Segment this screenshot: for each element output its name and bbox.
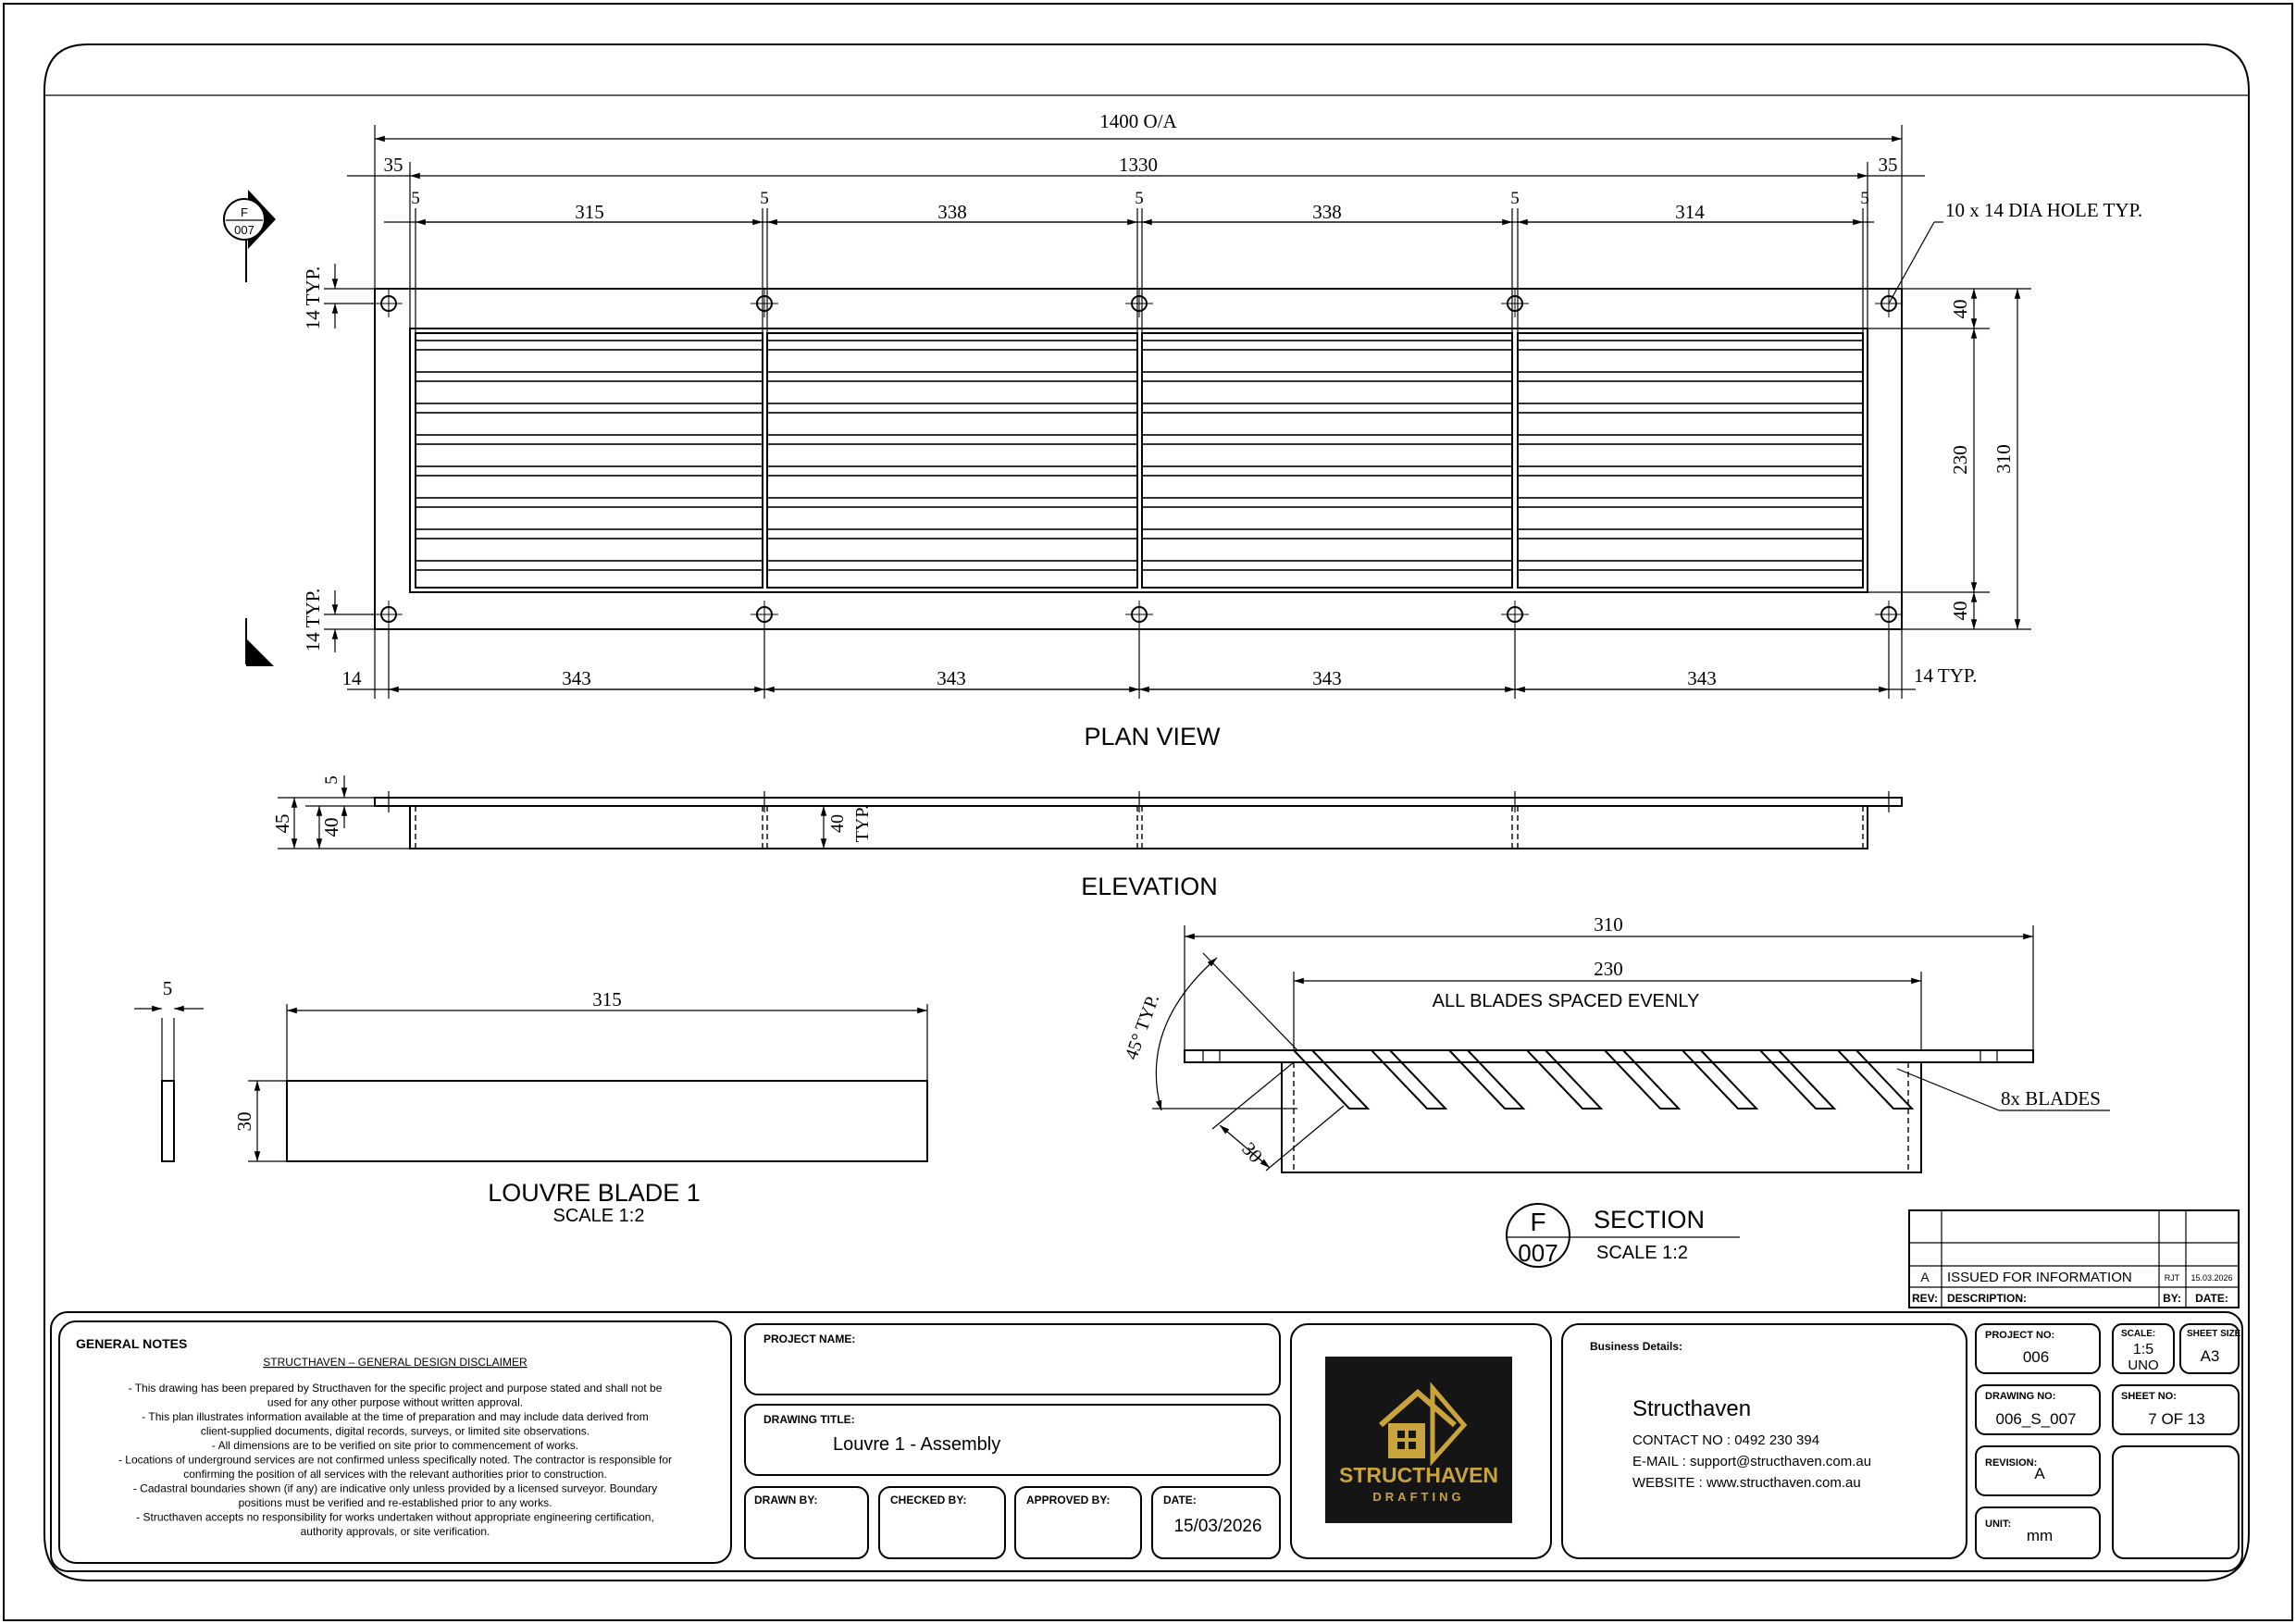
- scale-label: SCALE:: [2121, 1329, 2156, 1339]
- notes-heading: GENERAL NOTES: [76, 1336, 188, 1351]
- section-dim-total: 310: [1594, 913, 1623, 936]
- dim-edge-left: 35: [383, 154, 403, 176]
- louvre-slat: [1142, 498, 1512, 507]
- cut-marker-sheet: 007: [234, 223, 254, 237]
- louvre-slat: [1518, 561, 1863, 570]
- louvre-slat: [1518, 341, 1863, 350]
- section-blade: [1682, 1050, 1756, 1109]
- louvre-slat: [767, 341, 1137, 350]
- revision-value: A: [2034, 1465, 2045, 1482]
- fixing-hole: [751, 601, 778, 628]
- section-blade: [1605, 1050, 1679, 1109]
- section-note-spacing: ALL BLADES SPACED EVENLY: [1432, 991, 1700, 1011]
- louvre-slat: [1142, 341, 1512, 350]
- fixing-hole: [1125, 290, 1153, 317]
- project-name-label: PROJECT NAME:: [763, 1333, 856, 1345]
- dim-height-top: 40: [1949, 299, 1971, 319]
- dim-hole-offset-top: 14 TYP.: [302, 266, 324, 330]
- drawing-no-value: 006_S_007: [1995, 1410, 2077, 1428]
- louvre-slat: [767, 435, 1137, 444]
- date-value: 15/03/2026: [1173, 1517, 1262, 1536]
- note-line: client-supplied documents, digital records, surveys, or limited site observations.: [200, 1424, 590, 1438]
- notes-subtitle: STRUCTHAVEN – GENERAL DESIGN DISCLAIMER: [263, 1356, 527, 1369]
- blade-title: LOUVRE BLADE 1: [488, 1179, 701, 1207]
- drawing-title-label: DRAWING TITLE:: [763, 1413, 855, 1426]
- dim-overall: 1400 O/A: [1099, 110, 1177, 132]
- dim-panel-1: 315: [575, 201, 604, 223]
- logo-line1: STRUCTHAVEN: [1338, 1463, 1499, 1487]
- fixing-hole: [1501, 290, 1529, 317]
- dim-panel-3: 338: [1312, 201, 1342, 223]
- fixing-hole: [375, 601, 403, 628]
- section-blade: [1527, 1050, 1601, 1109]
- elev-typ-label: TYP.: [852, 804, 873, 843]
- note-line: - Locations of underground services are not confirmed unless specifically noted. The contractor is responsible for: [118, 1453, 673, 1467]
- rev-description-cell: ISSUED FOR INFORMATION: [1947, 1270, 2132, 1285]
- note-line: positions must be verified and re-established prior to any works.: [238, 1496, 552, 1509]
- louvre-slat: [1518, 498, 1863, 507]
- louvre-slat: [1518, 403, 1863, 413]
- cut-marker-letter: F: [241, 205, 248, 219]
- dim-spacing-2: 343: [937, 667, 966, 689]
- blade-face-view: [287, 1081, 927, 1161]
- dim-height-bottom: 40: [1949, 601, 1971, 621]
- sheet-no-label: SHEET NO:: [2121, 1391, 2177, 1402]
- fixing-hole: [375, 290, 403, 317]
- rev-header-description: DESCRIPTION:: [1947, 1292, 2028, 1305]
- revision-table: [1909, 1210, 2239, 1308]
- section-top-plate: [1185, 1050, 2033, 1062]
- project-panel: [745, 1324, 1280, 1558]
- elev-dim-40: 40: [320, 817, 342, 837]
- elev-dim-45: 45: [271, 813, 293, 834]
- elev-dim-5: 5: [322, 775, 341, 785]
- section-angle: 45° TYP.: [1121, 991, 1164, 1063]
- hole-note: 10 x 14 DIA HOLE TYP.: [1945, 199, 2143, 221]
- louvre-slat: [767, 498, 1137, 507]
- date-label: DATE:: [1163, 1494, 1197, 1506]
- section-scale: SCALE 1:2: [1596, 1243, 1688, 1263]
- dim-spacing-1: 343: [562, 667, 591, 689]
- elevation-view: [271, 775, 1902, 900]
- revision-label: REVISION:: [1985, 1457, 2038, 1469]
- rev-header-by: BY:: [2163, 1292, 2181, 1305]
- section-title: SECTION: [1594, 1206, 1706, 1233]
- dim-height-total: 310: [1992, 444, 2015, 474]
- louvre-slat: [416, 403, 763, 413]
- louvre-slat: [416, 466, 763, 476]
- elevation-plate: [375, 798, 1902, 806]
- blade-scale: SCALE 1:2: [552, 1206, 645, 1226]
- business-email: E-MAIL : support@structhaven.com.au: [1632, 1454, 1872, 1469]
- section-blade: [1371, 1050, 1446, 1109]
- dim-gap: 5: [1860, 189, 1869, 208]
- blade-dim-height: 30: [233, 1111, 255, 1132]
- louvre-slat: [767, 403, 1137, 413]
- rev-date-cell: 15.03.2026: [2191, 1273, 2233, 1283]
- drawn-by-label: DRAWN BY:: [754, 1494, 818, 1506]
- louvre-slat: [1142, 561, 1512, 570]
- section-cut-marker: [224, 190, 276, 666]
- scale-value: 1:5: [2132, 1342, 2154, 1357]
- note-line: confirming the position of all services with the relevant authorities prior to construction.: [183, 1468, 607, 1481]
- checked-by-label: CHECKED BY:: [890, 1494, 967, 1506]
- section-blades-label: 8x BLADES: [2001, 1087, 2101, 1110]
- dim-gap: 5: [411, 189, 420, 208]
- project-no-value: 006: [2022, 1348, 2050, 1366]
- louvre-slat: [1518, 529, 1863, 539]
- blade-dim-length: 315: [592, 988, 622, 1010]
- rev-header-date: DATE:: [2195, 1292, 2228, 1305]
- dim-bottom-left: 14: [341, 667, 362, 689]
- section-marker-letter: F: [1530, 1208, 1546, 1236]
- business-website: WEBSITE : www.structhaven.com.au: [1632, 1475, 1861, 1491]
- louvre-slat: [1518, 466, 1863, 476]
- note-line: - This plan illustrates information available at the time of preparation and may include data derived from: [142, 1410, 649, 1423]
- plan-extension-lines: [375, 125, 2031, 699]
- sheet-size-value: A3: [2200, 1347, 2220, 1365]
- section-frame: [1282, 1062, 1921, 1172]
- louvre-slat: [1518, 435, 1863, 444]
- fixing-hole: [1875, 601, 1903, 628]
- rev-header-rev: REV:: [1911, 1292, 1939, 1305]
- louvre-slat: [1142, 529, 1512, 539]
- section-blades: [1294, 1050, 1912, 1109]
- section-blade: [1449, 1050, 1523, 1109]
- elevation-title: ELEVATION: [1081, 873, 1218, 900]
- notes-lines: [118, 1382, 672, 1538]
- dim-panel-4: 314: [1675, 201, 1705, 223]
- section-view: [1122, 913, 2110, 1267]
- louvre-slat: [416, 498, 763, 507]
- business-name: Structhaven: [1632, 1396, 1752, 1421]
- approved-by-label: APPROVED BY:: [1026, 1494, 1111, 1506]
- louvre-slat: [1142, 403, 1512, 413]
- dim-inner: 1330: [1119, 154, 1158, 176]
- plan-louvre-slats: [416, 341, 1863, 570]
- section-blade: [1838, 1050, 1912, 1109]
- section-blade-depth: 30: [1237, 1137, 1268, 1168]
- louvre-blade-view: [134, 977, 927, 1226]
- blade-edge-view: [162, 1081, 174, 1161]
- business-panel: [1562, 1324, 1967, 1558]
- logo-line2: DRAFTING: [1372, 1490, 1465, 1504]
- section-blade: [1294, 1050, 1368, 1109]
- drawing-info-panel: [1976, 1324, 2244, 1558]
- louvre-slat: [416, 372, 763, 381]
- dim-gap: 5: [1510, 189, 1520, 208]
- drawing-no-label: DRAWING NO:: [1985, 1391, 2056, 1402]
- project-no-label: PROJECT NO:: [1985, 1330, 2055, 1341]
- louvre-slat: [1142, 372, 1512, 381]
- louvre-slat: [1518, 372, 1863, 381]
- section-marker: [1507, 1204, 1740, 1267]
- blade-dim-thickness: 5: [162, 977, 173, 999]
- note-line: - This drawing has been prepared by Structhaven for the specific project and purpose stated and shall not be: [128, 1382, 663, 1395]
- dim-panel-2: 338: [937, 201, 967, 223]
- note-line: used for any other purpose without written approval.: [267, 1395, 524, 1409]
- louvre-slat: [416, 561, 763, 570]
- dim-hole-offset-bottom: 14 TYP.: [302, 588, 324, 652]
- drawing-title-value: Louvre 1 - Assembly: [833, 1434, 1001, 1455]
- rev-by-cell: RJT: [2164, 1273, 2180, 1283]
- dim-height-mid: 230: [1949, 445, 1971, 475]
- louvre-slat: [1142, 435, 1512, 444]
- louvre-slat: [767, 372, 1137, 381]
- louvre-slat: [416, 341, 763, 350]
- business-contact: CONTACT NO : 0492 230 394: [1632, 1432, 1820, 1448]
- rev-cell: A: [1920, 1270, 1930, 1284]
- section-dim-inner: 230: [1594, 958, 1623, 980]
- louvre-slat: [416, 435, 763, 444]
- elev-typ-40: 40: [827, 814, 848, 833]
- plan-view: [224, 110, 2142, 750]
- dim-edge-right: 35: [1878, 154, 1898, 176]
- fixing-hole: [751, 290, 778, 317]
- dim-spacing-3: 343: [1312, 667, 1342, 689]
- note-line: authority approvals, or site verification.: [300, 1525, 490, 1538]
- note-line: - Cadastral boundaries shown (if any) are indicative only unless provided by a licensed surveyor. Boundary: [132, 1481, 658, 1495]
- unit-label: UNIT:: [1985, 1519, 2012, 1530]
- louvre-slat: [416, 529, 763, 539]
- plan-inner-frame: [410, 329, 1868, 592]
- logo-panel: [1291, 1324, 1551, 1558]
- louvre-slat: [767, 529, 1137, 539]
- dim-spacing-4: 343: [1687, 667, 1717, 689]
- business-label: Business Details:: [1590, 1340, 1683, 1353]
- dim-bottom-right: 14 TYP.: [1914, 664, 1978, 687]
- note-line: - Structhaven accepts no responsibility for works undertaken without appropriate engineering certification,: [136, 1510, 654, 1524]
- section-marker-sheet: 007: [1518, 1239, 1558, 1267]
- dim-gap: 5: [1135, 189, 1144, 208]
- general-notes-panel: [59, 1321, 731, 1563]
- scale-unit: UNO: [2128, 1357, 2159, 1373]
- fixing-hole: [1501, 601, 1529, 628]
- louvre-slat: [1142, 466, 1512, 476]
- louvre-slat: [767, 561, 1137, 570]
- fixing-hole: [1125, 601, 1153, 628]
- plan-view-title: PLAN VIEW: [1084, 723, 1221, 750]
- outer-frame: [4, 4, 2292, 1620]
- sheet-size-label: SHEET SIZE:: [2187, 1329, 2244, 1339]
- sheet-no-value: 7 OF 13: [2148, 1410, 2205, 1428]
- dim-gap: 5: [760, 189, 769, 208]
- louvre-slat: [767, 466, 1137, 476]
- section-blade: [1760, 1050, 1834, 1109]
- unit-value: mm: [2026, 1527, 2054, 1544]
- note-line: - All dimensions are to be verified on site prior to commencement of works.: [211, 1439, 579, 1452]
